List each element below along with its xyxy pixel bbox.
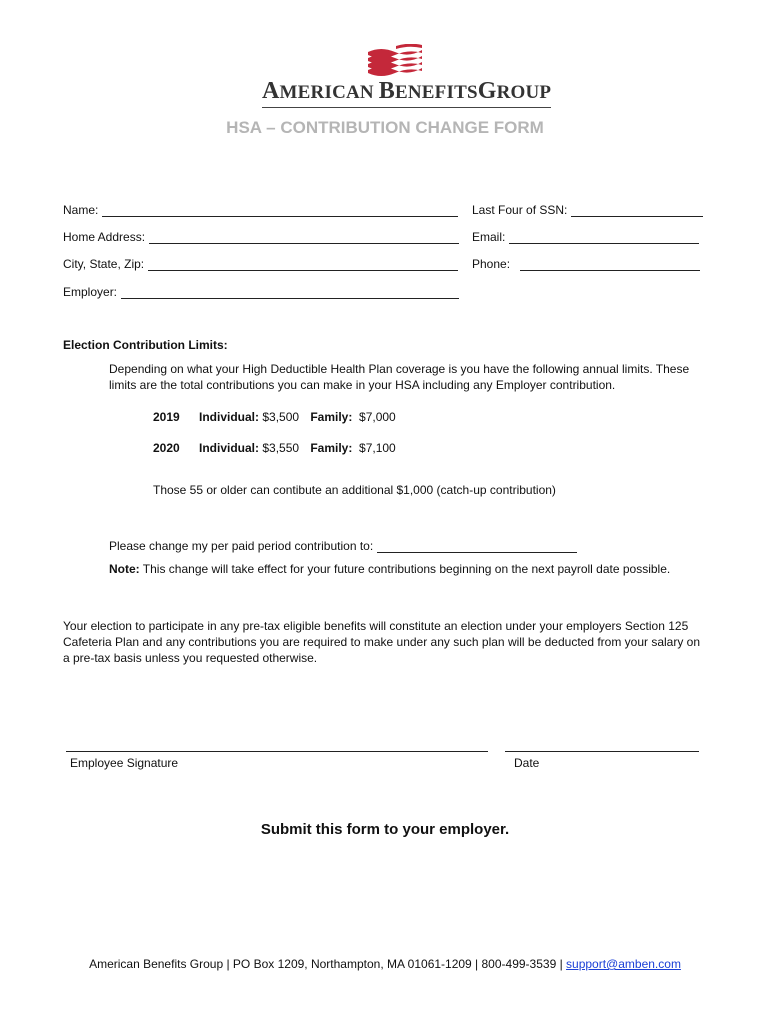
- election-paragraph: Your election to participate in any pre-tax eligible benefits will constitute an election under your employers Section 125 Cafeteria Plan and any contributions you are required to make under any such plan will be deducted from your salary on a pre-tax basis unless you requested otherwise.: [63, 619, 701, 665]
- home-address-input-line[interactable]: [149, 231, 459, 244]
- phone-field[interactable]: [472, 257, 700, 271]
- support-email-link[interactable]: support@amben.com: [566, 957, 681, 971]
- name-label: Name:: [63, 203, 99, 217]
- phone-input-line[interactable]: [520, 258, 700, 271]
- city-state-zip-input-line[interactable]: [148, 258, 458, 271]
- employer-input-line[interactable]: [121, 286, 459, 299]
- limit-row-2019: 2019 Individual: $3,500 Family: $7,000: [153, 410, 396, 424]
- email-field[interactable]: [472, 230, 699, 244]
- ssn-input-line[interactable]: [571, 204, 703, 217]
- employer-field[interactable]: [63, 285, 459, 299]
- submit-instruction: Submit this form to your employer.: [260, 821, 510, 838]
- limit-row-2020: 2020 Individual: $3,550 Family: $7,100: [153, 441, 396, 455]
- ssn-field[interactable]: [472, 203, 703, 217]
- company-logo-flag-icon: [366, 44, 424, 78]
- email-input-line[interactable]: [509, 231, 699, 244]
- contribution-change-input-line[interactable]: [377, 540, 577, 553]
- ssn-label: Last Four of SSN:: [472, 203, 568, 217]
- footer-contact: American Benefits Group | PO Box 1209, Northampton, MA 01061-1209 | 800-499-3539 |: [89, 957, 567, 971]
- home-address-label: Home Address:: [63, 230, 146, 244]
- contribution-change-label: Please change my per paid period contribution to:: [109, 539, 374, 553]
- city-state-zip-field[interactable]: [63, 257, 458, 271]
- employee-signature-label: Employee Signature: [70, 756, 179, 770]
- city-state-zip-label: City, State, Zip:: [63, 257, 145, 271]
- form-title: HSA – CONTRIBUTION CHANGE FORM: [226, 118, 544, 137]
- date-line[interactable]: [505, 751, 699, 752]
- footer: [0, 957, 770, 971]
- email-label: Email:: [472, 230, 506, 244]
- effective-note: [109, 562, 670, 576]
- catchup-note: Those 55 or older can contibute an additional $1,000 (catch-up contribution): [153, 483, 556, 497]
- contribution-change-field[interactable]: [109, 539, 577, 553]
- name-field[interactable]: [63, 203, 458, 217]
- note-text: This change will take effect for your future contributions beginning on the next payroll date possible.: [139, 562, 671, 576]
- company-logo-wordmark: AMERICAN BENEFITSGROUP: [262, 78, 551, 108]
- employee-signature-line[interactable]: [66, 751, 488, 752]
- note-label: Note:: [109, 562, 140, 576]
- date-label: Date: [514, 756, 540, 770]
- employer-label: Employer:: [63, 285, 118, 299]
- name-input-line[interactable]: [102, 204, 458, 217]
- home-address-field[interactable]: [63, 230, 459, 244]
- phone-label: Phone:: [472, 257, 511, 271]
- limits-heading: Election Contribution Limits:: [63, 338, 228, 352]
- limits-intro: Depending on what your High Deductible Health Plan coverage is you have the following annual limits. These limits are the total contributions you can make in your HSA including any Employer contribution.: [109, 362, 690, 392]
